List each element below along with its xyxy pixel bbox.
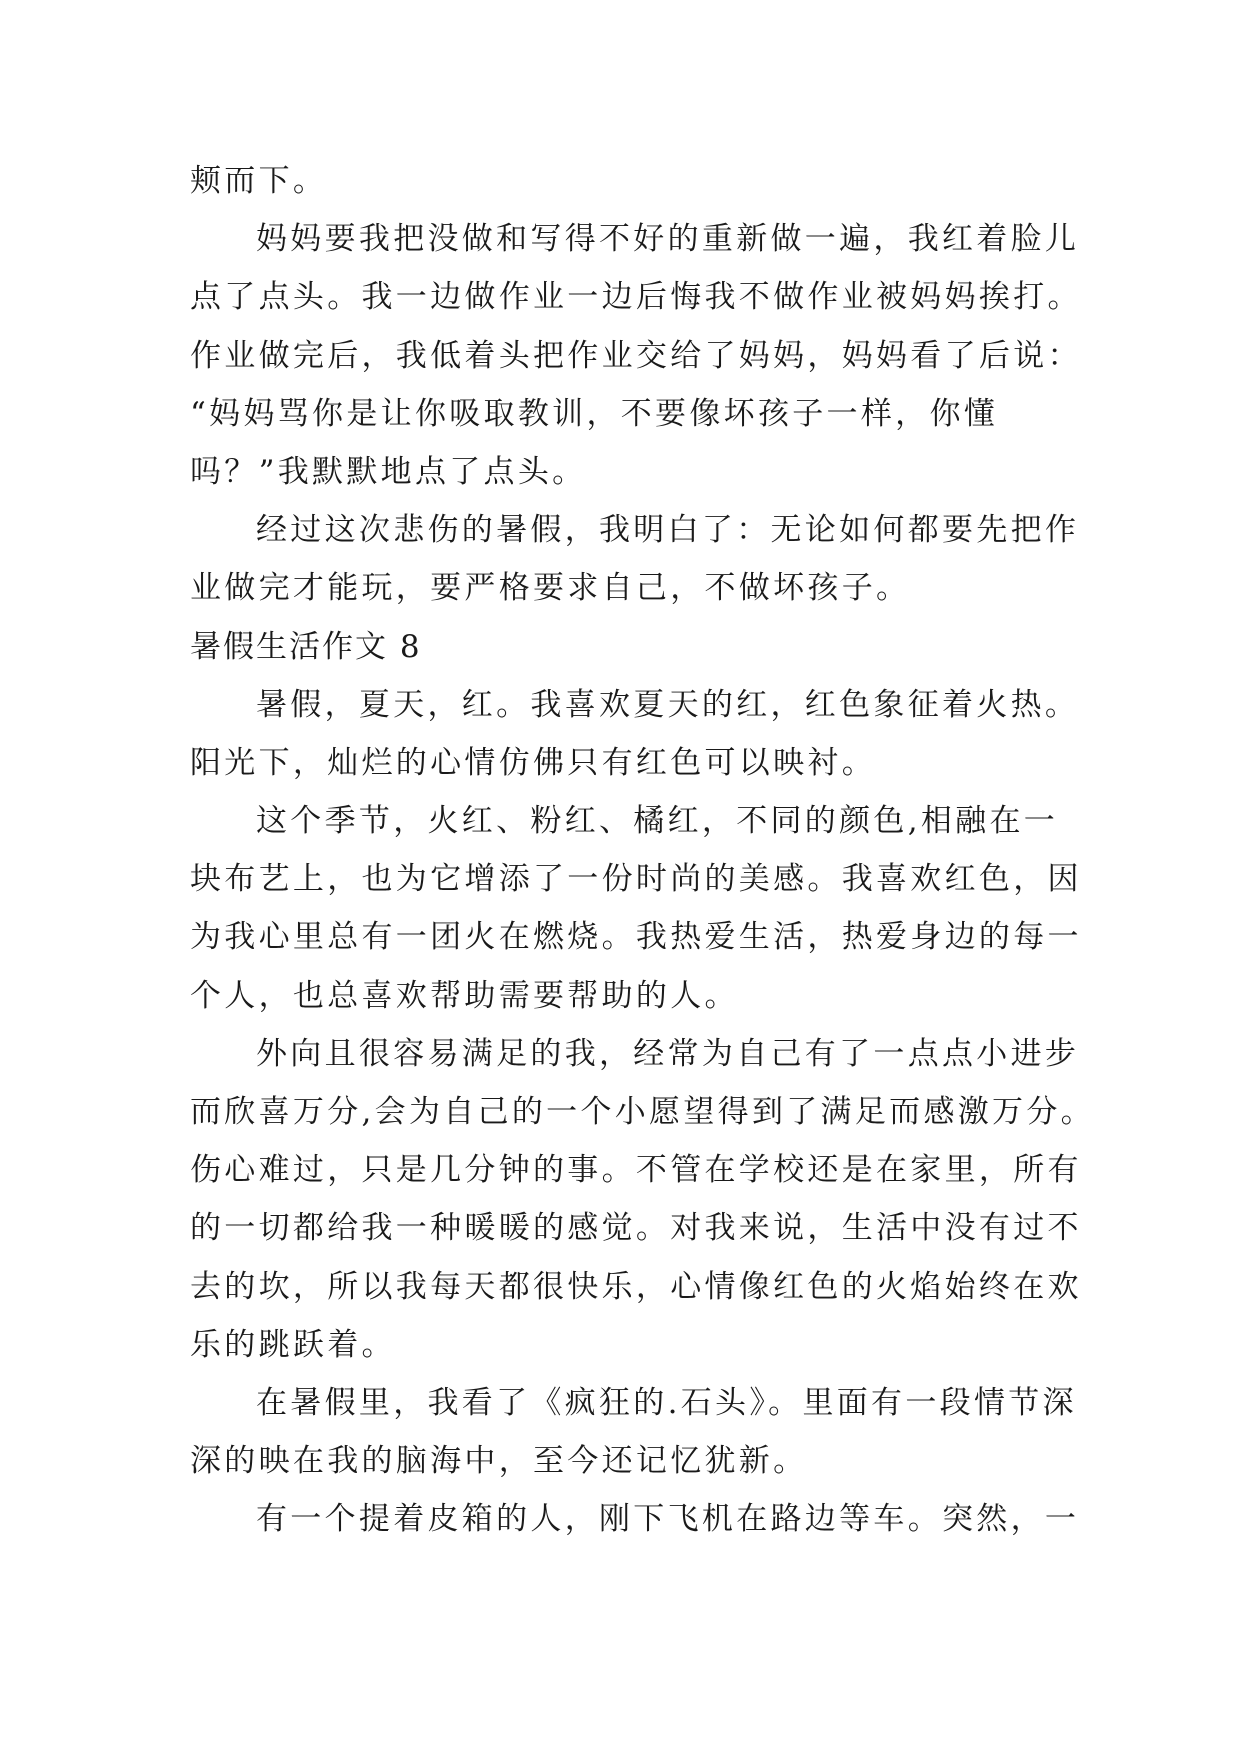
paragraph-start-line: 在暑假里，我看了《疯狂的.石头》。里面有一段情节深: [256, 1384, 1077, 1421]
text-line: 块布艺上，也为它增添了一份时尚的美感。我喜欢红色，因: [190, 861, 1082, 898]
text-line: 个人，也总喜欢帮助需要帮助的人。: [190, 977, 739, 1014]
paragraph-start-line: 暑假，夏天，红。我喜欢夏天的红，红色象征着火热。: [256, 686, 1080, 723]
text-line: 点了点头。我一边做作业一边后悔我不做作业被妈妈挨打。: [190, 279, 1082, 316]
text-line: 吗？”我默默地点了点头。: [190, 453, 587, 490]
text-line: 的一切都给我一种暖暖的感觉。对我来说，生活中没有过不: [190, 1210, 1082, 1247]
text-line: 阳光下，灿烂的心情仿佛只有红色可以映衬。: [190, 744, 876, 781]
text-line: 作业做完后，我低着头把作业交给了妈妈，妈妈看了后说：: [190, 337, 1082, 374]
text-line: 乐的跳跃着。: [190, 1326, 396, 1363]
text-line: 伤心难过，只是几分钟的事。不管在学校还是在家里，所有: [190, 1152, 1082, 1189]
document-body: [190, 152, 1095, 1549]
text-line: 而欣喜万分,会为自己的一个小愿望得到了满足而感激万分。: [190, 1094, 1095, 1130]
section-heading: 暑假生活作文 8: [190, 628, 422, 665]
paragraph-start-line: 外向且很容易满足的我，经常为自己有了一点点小进步: [256, 1035, 1080, 1072]
text-line: 去的坎，所以我每天都很快乐，心情像红色的火焰始终在欢: [190, 1268, 1082, 1305]
paragraph-start-line: 有一个提着皮箱的人，刚下飞机在路边等车。突然，一: [256, 1501, 1080, 1538]
text-line: 为我心里总有一团火在燃烧。我热爱生活，热爱身边的每一: [190, 919, 1082, 956]
text-line: 深的映在我的脑海中，至今还记忆犹新。: [190, 1443, 808, 1480]
text-line: 颊而下。: [190, 163, 328, 199]
paragraph-start-line: 妈妈要我把没做和写得不好的重新做一遍，我红着脸儿: [256, 221, 1080, 258]
text-line: “妈妈骂你是让你吸取教训，不要像坏孩子一样，你懂: [190, 395, 999, 432]
text-line: 业做完才能玩，要严格要求自己，不做坏孩子。: [190, 570, 911, 607]
paragraph-start-line: 经过这次悲伤的暑假，我明白了：无论如何都要先把作: [256, 512, 1080, 549]
paragraph-start-line: 这个季节，火红、粉红、橘红，不同的颜色,相融在一: [256, 803, 1059, 840]
